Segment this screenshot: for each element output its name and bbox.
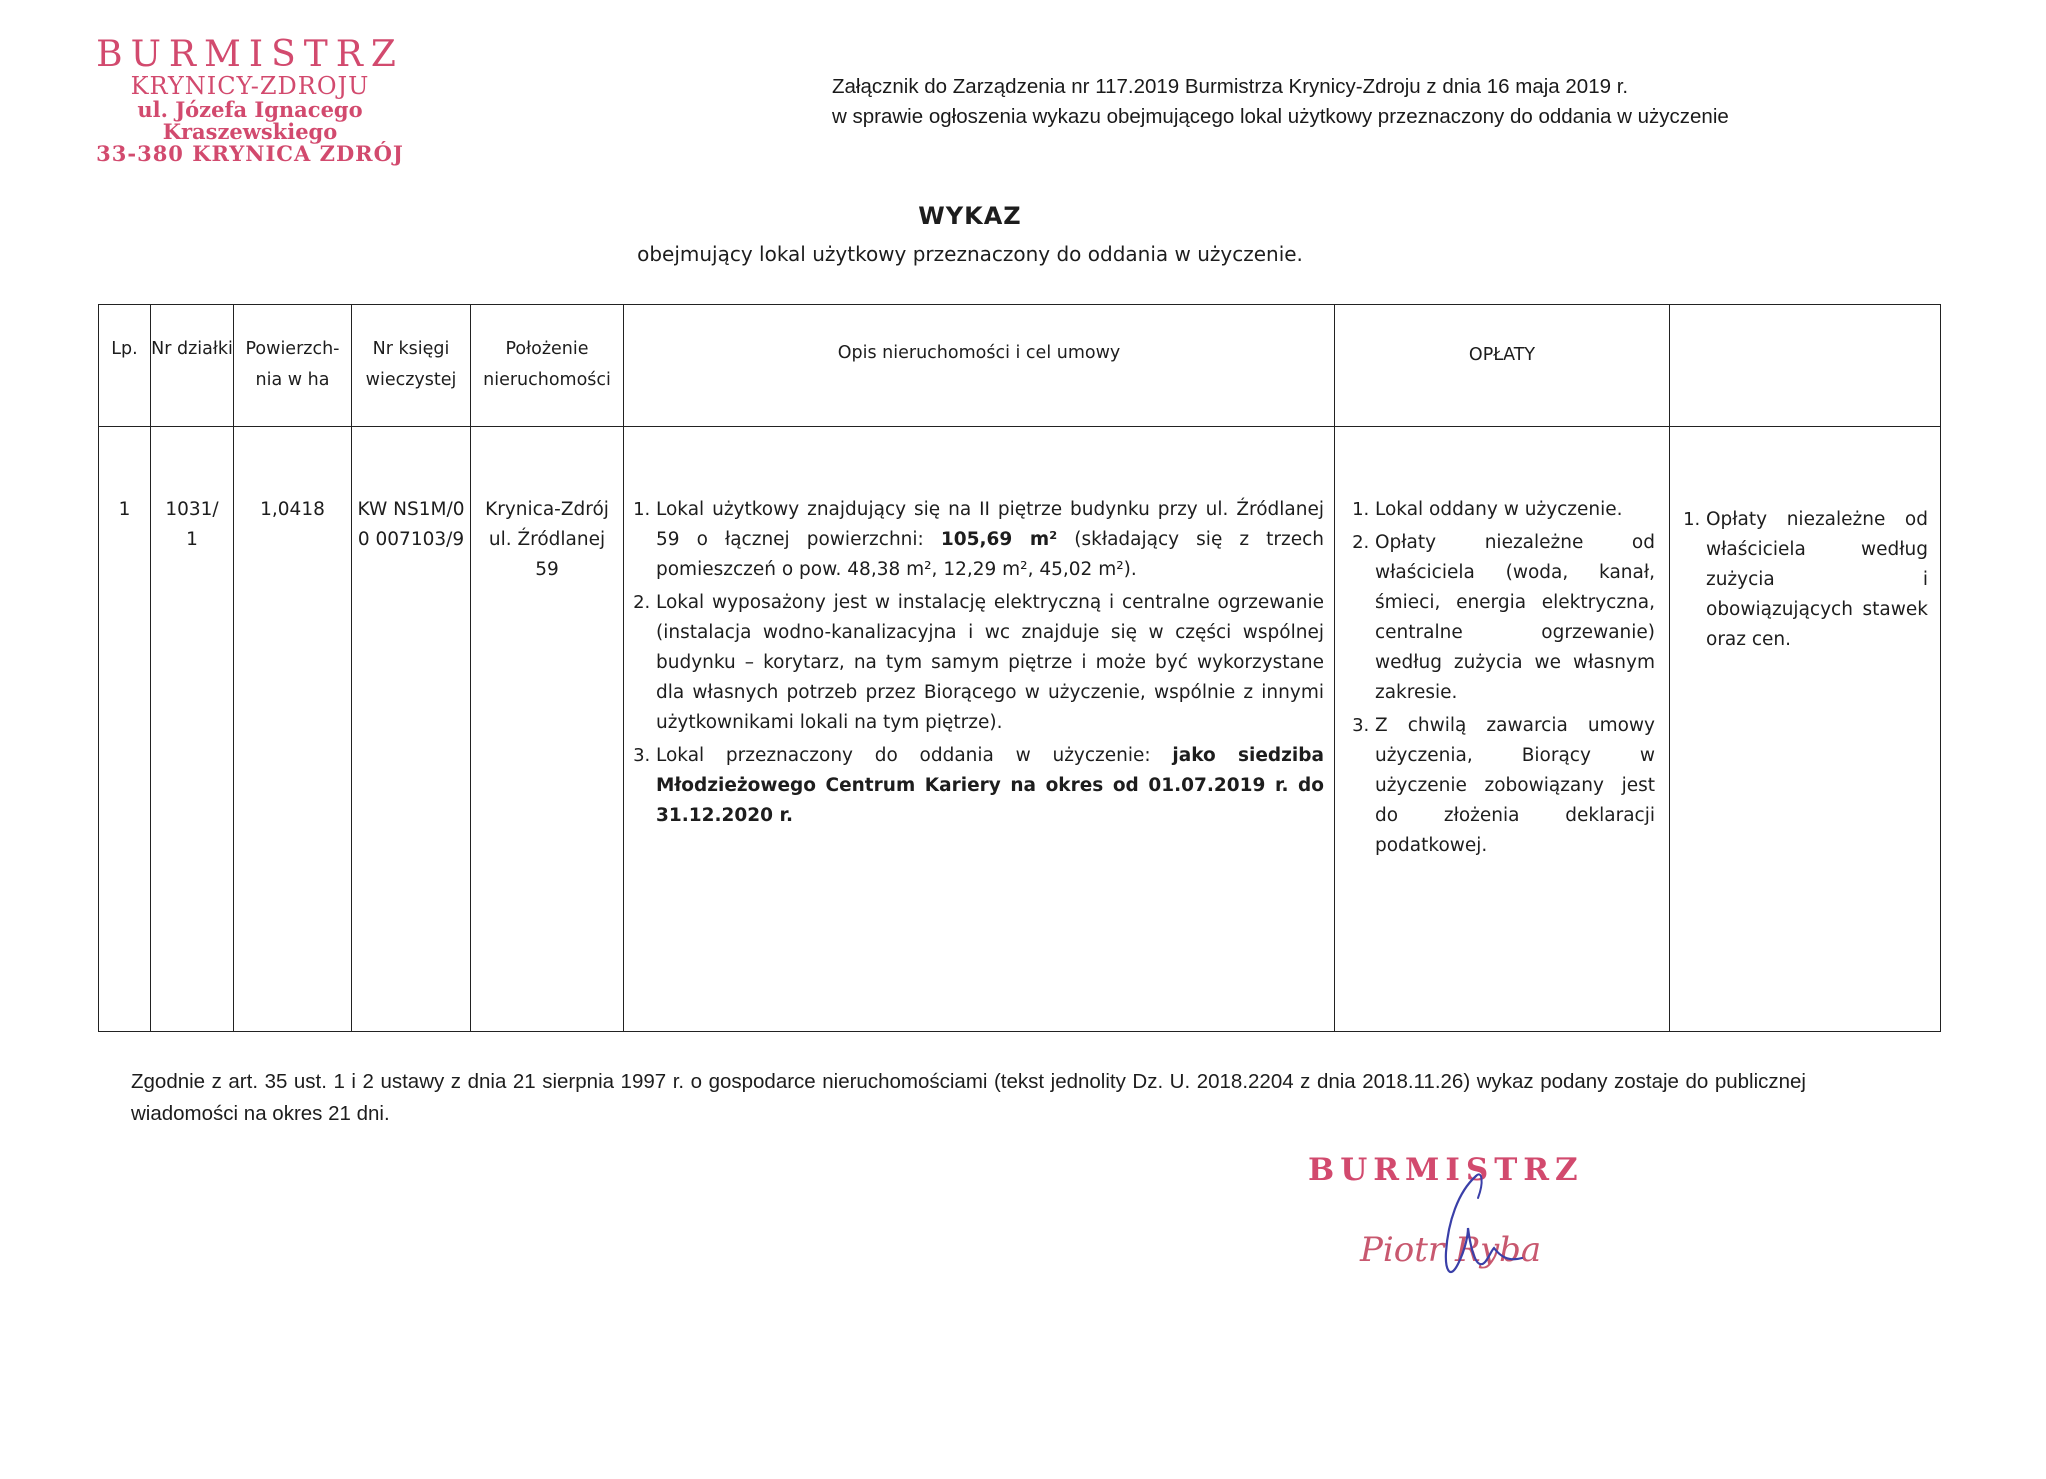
table-row <box>99 427 1941 1032</box>
opis-item-3 <box>656 741 1324 831</box>
stamp-line-postal: 33-380 KRYNICA ZDRÓJ <box>96 141 404 167</box>
header-ksiega: Nr księgi wieczystej <box>352 305 471 427</box>
header-oplaty: OPŁATY <box>1335 305 1670 427</box>
office-stamp <box>90 36 410 165</box>
handwritten-signature-icon <box>1308 1152 1608 1292</box>
opis-item-1-text-b: (składający się z trzech pomieszczeń o pow. 48,38 m², 12,29 m², 45,02 m²). <box>656 529 1324 580</box>
opis-item-1-text-a: Lokal użytkowy znajdujący się na II piętrze budynku przy ul. Źródlanej 59 o łącznej powierzchni: <box>656 499 1324 550</box>
oplaty-item-3: 3. Z chwilą zawarcia umowy użyczenia, Biorący w użyczenie zobowiązany jest do złożenia deklaracji podatkowej. <box>1375 711 1655 861</box>
header-polozenie: Położenie nieruchomości <box>471 305 624 427</box>
header-opis: Opis nieruchomości i cel umowy <box>624 305 1335 427</box>
document-subtitle: obejmujący lokal użytkowy przeznaczony do oddania w użyczenie. <box>637 242 1303 266</box>
oplaty-list <box>1335 495 1669 861</box>
stamp-line-office: KRYNICY-ZDROJU <box>130 71 370 100</box>
stamp-line-title: BURMISTRZ <box>96 34 404 75</box>
document-title: WYKAZ <box>918 202 1022 230</box>
attachment-note-line2: w sprawie ogłoszenia wykazu obejmującego lokal użytkowy przeznaczony do oddania w użyczenie <box>832 105 1729 128</box>
cell-opis <box>624 427 1335 1032</box>
legal-basis-note: Zgodnie z art. 35 ust. 1 i 2 ustawy z dnia 21 sierpnia 1997 r. o gospodarce nieruchomościami (tekst jednolity Dz. U. 2018.2204 z dnia 2018.11.26) wykaz podany zostaje do publicznej wiadomości na okres 21 dni. <box>131 1070 1806 1125</box>
header-powierzchnia: Powierzch-nia w ha <box>234 305 352 427</box>
cell-oplaty <box>1335 427 1670 1032</box>
attachment-note <box>832 72 1982 132</box>
cell-lp: 1 <box>99 427 151 1032</box>
opis-item-3-purpose: jako siedziba Młodzieżowego Centrum Kariery na okres od 01.07.2019 r. do 31.12.2020 r. <box>656 745 1324 826</box>
oplaty-item-1: 1. Lokal oddany w użyczenie. <box>1375 495 1655 525</box>
header-nr-dzialki: Nr działki <box>151 305 234 427</box>
header-extra <box>1670 305 1941 427</box>
cell-extra <box>1670 427 1941 1032</box>
oplaty-item-2: 2. Opłaty niezależne od właściciela (woda, kanał, śmieci, energia elektryczna, centralne ogrzewanie) według zużycia we własnym zakresie. <box>1375 528 1655 708</box>
extra-item-1: 1. Opłaty niezależne od właściciela według zużycia i obowiązujących stawek oraz cen. <box>1706 505 1928 655</box>
opis-list <box>624 495 1334 831</box>
opis-item-1 <box>656 495 1324 585</box>
attachment-note-line1: Załącznik do Zarządzenia nr 117.2019 Burmistrza Krynicy-Zdroju z dnia 16 maja 2019 r. <box>832 75 1629 98</box>
signature-stamp-name: Piotr Ryba <box>1360 1230 1542 1270</box>
stamp-line-street: ul. Józefa Ignacego Kraszewskiego <box>137 96 363 145</box>
cell-ksiega: KW NS1M/00 007103/9 <box>352 427 471 1032</box>
cell-powierzchnia: 1,0418 <box>234 427 352 1032</box>
cell-polozenie: Krynica-Zdrój ul. Źródlanej 59 <box>471 427 624 1032</box>
signature-stamp-title: BURMISTRZ <box>1308 1152 1584 1188</box>
opis-item-3-text-a: Lokal przeznaczony do oddania w użyczenie: <box>656 745 1173 766</box>
extra-list <box>1670 505 1940 655</box>
property-register-table <box>98 304 1941 1032</box>
cell-nr-dzialki: 1031/ 1 <box>151 427 234 1032</box>
mayor-signature-stamp <box>1308 1152 1608 1292</box>
opis-item-1-area: 105,69 m² <box>940 529 1058 550</box>
table-header-row <box>99 305 1941 427</box>
header-lp: Lp. <box>99 305 151 427</box>
opis-item-2: 2. Lokal wyposażony jest w instalację elektryczną i centralne ogrzewanie (instalacja wodno-kanalizacyjna i wc znajduje się w części wspólnej budynku – korytarz, na tym samym piętrze i może być wykorzystane dla własnych potrzeb przez Biorącego w użyczenie, wspólnie z innymi użytkownikami lokali na tym piętrze). <box>656 588 1324 738</box>
